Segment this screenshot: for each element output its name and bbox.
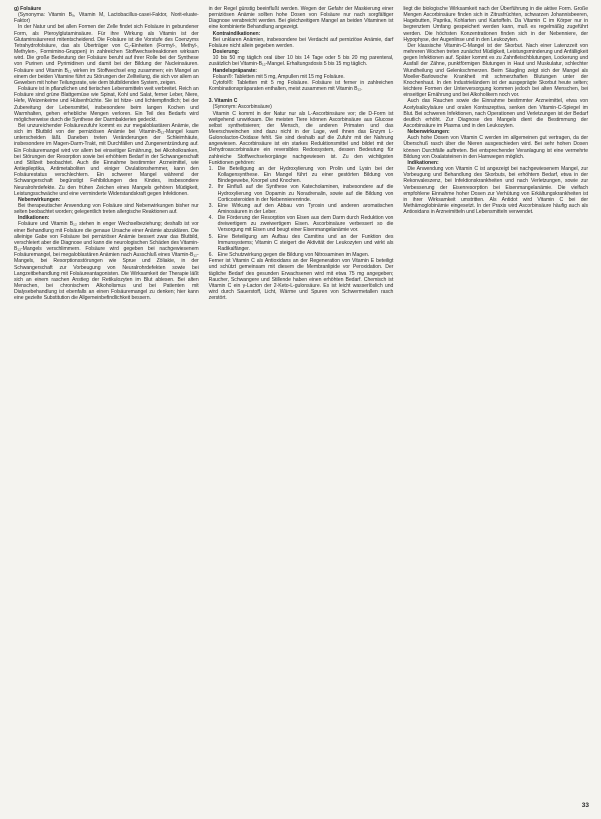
list-item-text: Eine Schutzwirkung gegen die Bildung von Nitrosaminen im Magen.	[217, 252, 370, 259]
list-item-text: Die Beteiligung an der Hydroxylierung von Prolin und Lysin bei der Kollagensynthese. Ein Mangel führt zu einer gestörten Bildung von Bindegewebe, Knorpel und Knochen.	[217, 165, 394, 185]
list-item-number: 4.	[208, 215, 213, 222]
list-item-number: 3.	[208, 202, 213, 209]
paragraph: Auch hohe Dosen von Vitamin C werden im allgemeinen gut vertragen, da der Überschuß rasch über die Nieren ausgeschieden wird. Bei sehr hohen Dosen können Durchfälle auftreten. Bei entsprechender Veranlagung ist eine vermehrte Bildung von Oxalatsteinen in den Harnwegen möglich.	[403, 135, 589, 160]
list-item-number: 6.	[208, 252, 213, 259]
list-item-number: 5.	[208, 233, 213, 240]
subsection-heading: Handelspräparate:	[212, 67, 257, 74]
paragraph: Bei unklaren Anämien, insbesondere bei Verdacht auf perniziöse Anämie, darf Folsäure nicht allein gegeben werden.	[208, 36, 394, 49]
list-item	[209, 234, 394, 252]
subsection-heading: Nebenwirkungen:	[18, 196, 61, 203]
paragraph: Vitamin C kommt in der Natur nur als L-Ascorbinsäure vor; die D-Form ist weitgehend unwirksam. Die meisten Tiere können Ascorbinsäure aus Glucose selbst synthetisieren; der Mensch, die anderen Primaten und das Meerschweinchen sind dazu nicht in der Lage, weil ihnen das Enzym L-Gulonolacton-Oxidase fehlt. Sie sind deshalb auf die Zufuhr mit der Nahrung angewiesen. Ascorbinsäure ist ein starkes Reduktionsmittel und bildet mit der Dehydroascorbinsäure ein reversibles Redoxsystem, dessen Bedeutung für zahlreiche Stoffwechselvorgänge nachgewiesen ist. Zu den wichtigsten Funktionen gehören:	[208, 110, 394, 166]
paragraph: Folsäure ist in pflanzlichen und tierischen Lebensmitteln weit verbreitet. Reich an Folsäure sind grüne Blattgemüse wie Spinat, Kohl und Salat, ferner Leber, Niere, Hefe, Weizenkeime und Hülsenfrüchte. Sie ist hitze- und lichtempfindlich; bei der Zubereitung der Lebensmittel, insbesondere beim langen Kochen und Warmhalten, gehen erhebliche Mengen verloren. Ein Teil des Bedarfs wird möglicherweise durch die Synthese der Darmbakterien gedeckt.	[14, 86, 199, 123]
page-number: 33	[581, 802, 589, 809]
paragraph: In der Natur und bei allen Formen der Zelle findet sich Folsäure in gebundener Form, als Pteroylglutaminsäure. Für ihre Wirkung als Vitamin ist der Glutaminsäurerest mitentscheidend. Die Folsäure ist die Vorstufe des Coenzyms Tetrahydrofolsäure, das als Überträger von C₁-Einheiten (Formyl-, Methyl-, Methylen-, Formimino-Gruppen) in zahlreichen Stoffwechselreaktionen wirksam wird. Die große Bedeutung der Folsäure beruht auf ihrer Rolle bei der Synthese von Purinen und Pyrimidinen und damit bei der Bildung der Nucleinsäuren. Folsäure und Vitamin B₁₂ wirken im Stoffwechsel eng zusammen; ein Mangel an einem der beiden Vitamine führt zu Störungen der Zellteilung, die sich vor allem an Geweben mit hoher Teilungsrate, wie dem blutbildenden System, zeigen.	[14, 24, 199, 86]
list-item	[209, 184, 394, 202]
paragraph: Bei therapeutischer Anwendung von Folsäure sind Nebenwirkungen bisher nur selten beobachtet worden; gelegentlich treten allergische Reaktionen auf.	[14, 203, 199, 216]
subsection-heading: Indikationen:	[407, 159, 439, 166]
list-item-number: 1.	[208, 165, 213, 172]
subsection-heading: Indikationen:	[18, 215, 50, 222]
paragraph: Die Anwendung von Vitamin C ist angezeigt bei nachgewiesenem Mangel, zur Vorbeugung und Behandlung des Skorbuts, bei erhöhtem Bedarf, etwa in der Rekonvaleszenz, bei Infektionskrankheiten und nach Verletzungen, sowie zur Verbesserung der Eisenresorption bei Eisenmangelanämie. Die vielfach empfohlene Einnahme hoher Dosen zur Verhütung von Erkältungskrankheiten ist in ihrer Wirksamkeit umstritten. Als Antidot wird Vitamin C bei der Methämoglobinämie eingesetzt. In der Praxis wird Ascorbinsäure häufig auch als Antioxidans in Arzneimitteln und Lebensmitteln verwendet.	[403, 166, 589, 216]
list-item-number: 2.	[208, 184, 213, 191]
section-title: g) Folsäure	[14, 6, 42, 12]
subsection-heading: Kontraindikationen:	[212, 30, 261, 37]
paragraph: (Synonyma: Vitamin B₉, Vitamin M, Lactobacillus-casei-Faktor, Norit-eluate-Faktor)	[14, 12, 199, 25]
paragraph: in der Regel günstig beeinflußt werden. Wegen der Gefahr der Maskierung einer perniziösen Anämie sollten hohe Dosen von Folsäure nur nach sorgfältiger Diagnose verabreicht werden. Bei gleichzeitigem Mangel an beiden Vitaminen ist eine kombinierte Behandlung angezeigt.	[208, 6, 394, 31]
paragraph: 10 bis 50 mg täglich oral über 10 bis 14 Tage oder 5 bis 20 mg parenteral, zusätzlich bei Vitamin-B₁₂-Mangel. Erhaltungsdosis 5 bis 15 mg täglich.	[208, 55, 394, 68]
subsection-heading: Dosierung:	[212, 49, 240, 56]
numbered-list	[209, 166, 394, 258]
paragraph: liegt die biologische Wirksamkeit nach der Überführung in die aktive Form. Große Mengen Ascorbinsäure finden sich in Zitrusfrüchten, schwarzen Johannisbeeren, Hagebutten, Paprika, Kohlarten und Kartoffeln. Da Vitamin C im Körper nur in begrenztem Umfang gespeichert werden kann, muß es regelmäßig zugeführt werden. Die höchsten Konzentrationen finden sich in der Nebenniere, der Hypophyse, der Augenlinse und in den Leukozyten.	[403, 6, 589, 43]
text-column-middle	[209, 6, 394, 806]
text-column-right	[403, 6, 588, 806]
paragraph: Folsäure und Vitamin B₁₂ stehen in enger Wechselbeziehung; deshalb ist vor einer Behandlung mit Folsäure die genaue Ursache einer Anämie abzuklären. Die alleinige Gabe von Folsäure bei perniziöser Anämie bessert zwar das Blutbild, verschleiert aber die Diagnose und kann die neurologischen Schäden des Vitamin-B₁₂-Mangels verschlimmern. Folsäure wird gegeben bei nachgewiesenem Folsäuremangel, bei megaloblastären Anämien nach Ausschluß eines Vitamin-B₁₂-Mangels, bei Resorptionsstörungen wie Sprue und Zöliakie, in der Schwangerschaft zur Vorbeugung von Neuralrohrdefekten sowie bei Langzeitbehandlung mit Folsäureantagonisten. Die Wirksamkeit der Therapie läßt sich an einem raschen Anstieg der Retikulozyten im Blut ablesen. Bei alten Menschen, bei chronischem Alkoholismus und bei Patienten mit Dialysebehandlung ist ebenfalls an einen Folsäuremangel zu denken; hier kann eine gezielte Substitution die Allgemeinbefindlichkeit bessern.	[14, 221, 199, 302]
section-title: 3. Vitamin C	[208, 98, 238, 105]
paragraph: Bei unzureichender Folsäurezufuhr kommt es zur megaloblastären Anämie, die sich im Blutbild von der perniziösen Anämie bei Vitamin-B₁₂-Mangel kaum unterscheiden läßt. Daneben treten Veränderungen der Schleimhäute, insbesondere im Magen-Darm-Trakt, mit Durchfällen und Zungenentzündung auf. Ein Folsäuremangel wird vor allem bei einseitiger Ernährung, bei Alkoholkranken, bei Störungen der Resorption sowie bei erhöhtem Bedarf in der Schwangerschaft und Stillzeit beobachtet. Auch die Einnahme bestimmter Arzneimittel, wie Antiepileptika, Antimetaboliten und einiger Ovulationshemmer, kann den Folsäurestatus verschlechtern. Ein schwerer Mangel während der Schwangerschaft begünstigt Fehlbildungen des Kindes, insbesondere Neuralrohrdefekte. Zu den frühen Zeichen eines Mangels gehören Müdigkeit, Leistungsschwäche und eine verminderte Widerstandskraft gegen Infektionen.	[14, 122, 199, 197]
paragraph: Ferner ist Vitamin C als Antioxidans an der Regeneration von Vitamin E beteiligt und schützt gemeinsam mit diesem die Membranlipide vor Peroxidation. Der tägliche Bedarf des gesunden Erwachsenen wird mit etwa 75 mg angegeben; Raucher, Schwangere und Stillende haben einen erhöhten Bedarf. Chemisch ist Vitamin C ein γ-Lacton der 2-Keto-L-gulonsäure. Es ist leicht wasserlöslich und wird durch Sauerstoff, Licht, Wärme und Spuren von Schwermetallen rasch zerstört.	[208, 258, 394, 302]
list-item-text: Eine Wirkung auf den Abbau von Tyrosin und anderen aromatischen Aminosäuren in der Leber.	[217, 202, 394, 215]
list-item-text: Eine Beteiligung am Aufbau des Carnitins und an der Funktion des Immunsystems; Vitamin C steigert die Aktivität der Leukozyten und wirkt als Radikalfänger.	[217, 233, 394, 252]
list-item-text: Die Förderung der Resorption von Eisen aus dem Darm durch Reduktion von dreiwertigem zu zweiwertigem Eisen. Ascorbinsäure verbessert so die Versorgung mit Eisen und beugt einer Eisenmangelanämie vor.	[217, 215, 394, 234]
list-item	[209, 166, 394, 184]
paragraph: Folsan®: Tabletten mit 5 mg, Ampullen mit 15 mg Folsäure.	[212, 73, 345, 80]
text-column-left	[14, 6, 199, 806]
list-item-text: Ihr Einfluß auf die Synthese von Katecholaminen, insbesondere auf die Hydroxylierung von Dopamin zu Noradrenalin, sowie auf die Bildung von Corticosteroiden in der Nebennierenrinde.	[217, 184, 394, 203]
subsection-heading: Nebenwirkungen:	[407, 129, 450, 136]
paragraph: Auch das Rauchen sowie die Einnahme bestimmter Arzneimittel, etwa von Acetylsalicylsäure und oralen Kontrazeptiva, senken den Vitamin-C-Spiegel im Blut. Bei schweren Infektionen, nach Operationen und Verletzungen ist der Bedarf deutlich erhöht. Zur Diagnose des Mangels dient die Bestimmung der Ascorbinsäure im Plasma und in den Leukozyten.	[403, 98, 589, 129]
paragraph: Der klassische Vitamin-C-Mangel ist der Skorbut. Nach einer Latenzzeit von mehreren Wochen treten zunächst Müdigkeit, Leistungsminderung und Anfälligkeit gegen Infektionen auf. Später kommt es zu Zahnfleischblutungen, Lockerung und Ausfall der Zähne, punktförmigen Blutungen in Haut und Muskulatur, schlechter Wundheilung und Gelenkschmerzen. Beim Säugling zeigt sich der Mangel als Moeller-Barlowsche Krankheit mit schmerzhaften Blutungen unter der Knochenhaut. In den Industrieländern ist der ausgeprägte Skorbut heute selten; leichtere Formen der Unterversorgung kommen jedoch bei alten Menschen, bei einseitiger Ernährung und bei Alkoholikern noch vor.	[403, 42, 589, 99]
paragraph: (Synonym: Ascorbinsäure)	[212, 104, 272, 111]
list-item	[209, 203, 394, 215]
paragraph: Cytofol®: Tabletten mit 5 mg Folsäure. Folsäure ist ferner in zahlreichen Kombinationspräparaten enthalten, meist zusammen mit Vitamin B₁₂.	[208, 79, 394, 93]
document-page	[14, 6, 588, 806]
list-item	[209, 215, 394, 233]
